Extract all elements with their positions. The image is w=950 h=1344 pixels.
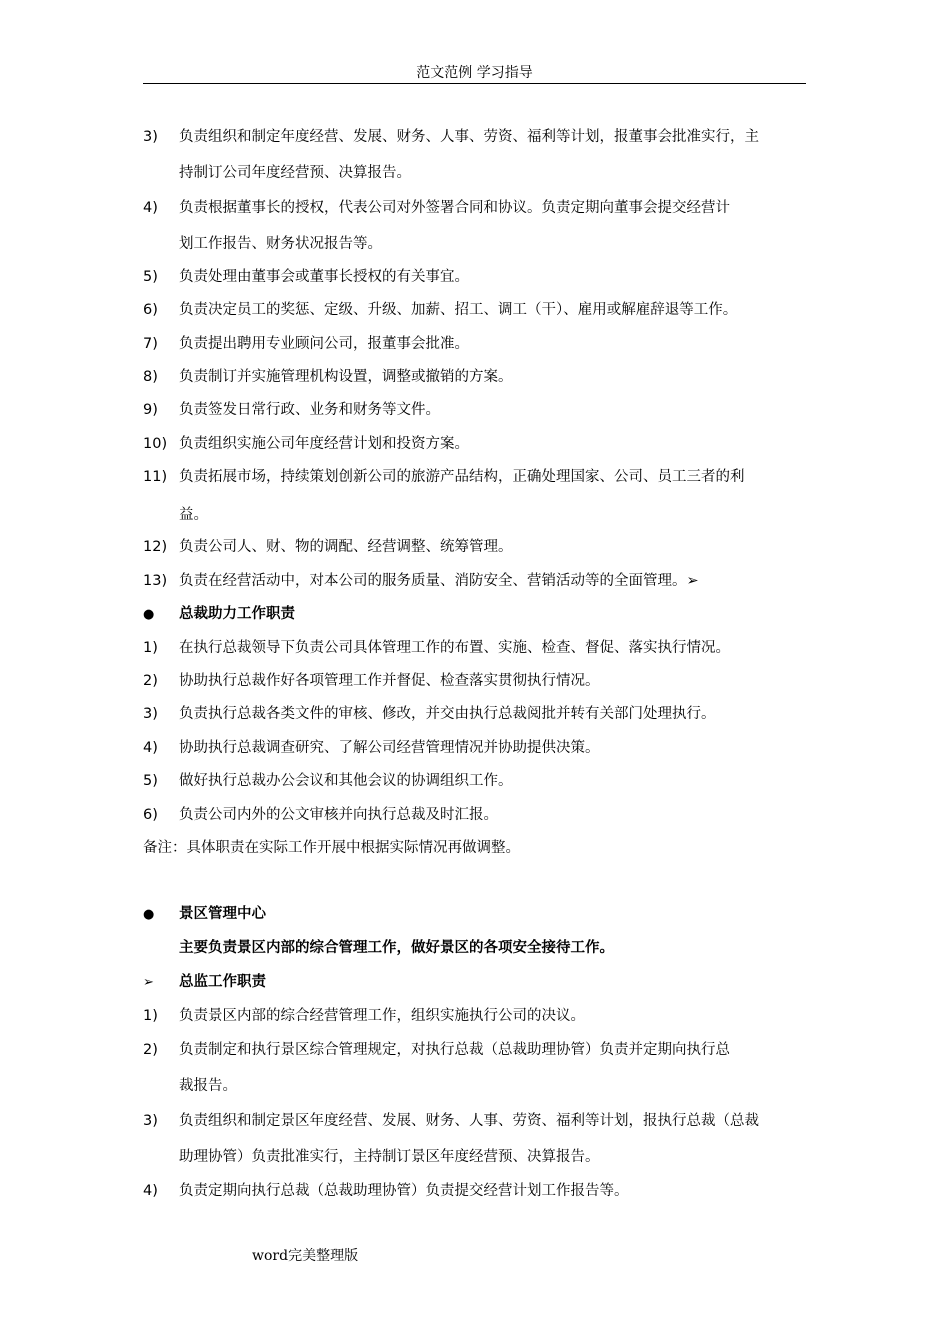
item-number: 3) — [143, 1113, 158, 1129]
list-item — [143, 1181, 808, 1201]
section-heading — [143, 904, 808, 925]
list-item — [143, 1111, 808, 1131]
bullet-icon: ● — [143, 907, 155, 922]
item-number: 5) — [143, 269, 158, 285]
list-item — [143, 704, 808, 724]
item-text: 负责根据董事长的授权，代表公司对外签署合同和协议。负责定期向董事会提交经营计 — [179, 200, 730, 216]
item-number: 9) — [143, 402, 158, 418]
note-text: 备注：具体职责在实际工作开展中根据实际情况再做调整。 — [143, 840, 520, 856]
item-continuation: 裁报告。 — [179, 1078, 237, 1094]
item-number: 8) — [143, 369, 158, 385]
list-item — [143, 671, 808, 691]
item-text: 负责签发日常行政、业务和财务等文件。 — [179, 402, 440, 418]
item-text: 负责制订并实施管理机构设置，调整或撤销的方案。 — [179, 369, 513, 385]
list-item — [143, 771, 808, 791]
item-text: 负责拓展市场，持续策划创新公司的旅游产品结构，正确处理国家、公司、员工三者的利 — [179, 469, 745, 485]
page-header: 范文范例 学习指导 — [416, 65, 533, 81]
list-item — [143, 367, 808, 387]
list-item — [143, 805, 808, 825]
list-item — [143, 127, 808, 147]
list-item — [143, 198, 808, 218]
item-number: 4) — [143, 200, 158, 216]
list-item — [143, 467, 808, 487]
item-text: 负责定期向执行总裁（总裁助理协管）负责提交经营计划工作报告等。 — [179, 1183, 629, 1199]
section-summary: 主要负责景区内部的综合管理工作，做好景区的各项安全接待工作。 — [179, 940, 614, 956]
item-number: 3) — [143, 706, 158, 722]
item-continuation: 划工作报告、财务状况报告等。 — [179, 236, 382, 252]
list-item — [143, 334, 808, 354]
item-text: 负责在经营活动中，对本公司的服务质量、消防安全、营销活动等的全面管理。➢ — [179, 573, 699, 589]
item-text: 协助执行总裁作好各项管理工作并督促、检查落实贯彻执行情况。 — [179, 673, 600, 689]
item-number: 11) — [143, 469, 168, 485]
item-text: 负责制定和执行景区综合管理规定，对执行总裁（总裁助理协管）负责并定期向执行总 — [179, 1042, 730, 1058]
item-number: 2) — [143, 1042, 158, 1058]
item-number: 4) — [143, 1183, 158, 1199]
item-text: 负责公司内外的公文审核并向执行总裁及时汇报。 — [179, 807, 498, 823]
item-number: 7) — [143, 336, 158, 352]
item-continuation: 持制订公司年度经营预、决算报告。 — [179, 165, 411, 181]
list-item — [143, 1040, 808, 1060]
item-text: 负责组织和制定年度经营、发展、财务、人事、劳资、福利等计划，报董事会批准实行，主 — [179, 129, 759, 145]
item-number: 10) — [143, 436, 168, 452]
item-number: 1) — [143, 640, 158, 656]
item-continuation: 助理协管）负责批准实行，主持制订景区年度经营预、决算报告。 — [179, 1149, 600, 1165]
sub-heading — [143, 972, 808, 993]
item-text: 负责公司人、财、物的调配、经营调整、统筹管理。 — [179, 539, 513, 555]
heading-text: 总裁助力工作职责 — [179, 606, 295, 622]
page-footer: word完美整理版 — [252, 1248, 359, 1264]
list-item — [143, 1006, 808, 1026]
list-item — [143, 400, 808, 420]
item-text: 负责处理由董事会或董事长授权的有关事宜。 — [179, 269, 469, 285]
section-heading — [143, 604, 808, 625]
item-text: 负责景区内部的综合经营管理工作，组织实施执行公司的决议。 — [179, 1008, 585, 1024]
bullet-icon: ● — [143, 607, 155, 622]
item-number: 2) — [143, 673, 158, 689]
item-text: 在执行总裁领导下负责公司具体管理工作的布置、实施、检查、督促、落实执行情况。 — [179, 640, 730, 656]
heading-text: 景区管理中心 — [179, 906, 266, 922]
item-number: 12) — [143, 539, 168, 555]
item-number: 4) — [143, 740, 158, 756]
arrow-icon: ➢ — [143, 975, 154, 990]
list-item — [143, 267, 808, 287]
sub-heading-text: 总监工作职责 — [179, 974, 266, 990]
header-divider — [143, 83, 806, 84]
list-item — [143, 638, 808, 658]
item-text: 负责组织和制定景区年度经营、发展、财务、人事、劳资、福利等计划，报执行总裁（总裁 — [179, 1113, 759, 1129]
item-text: 负责组织实施公司年度经营计划和投资方案。 — [179, 436, 469, 452]
item-text: 负责提出聘用专业顾问公司，报董事会批准。 — [179, 336, 469, 352]
item-number: 3) — [143, 129, 158, 145]
list-item — [143, 300, 808, 320]
list-item — [143, 738, 808, 758]
item-number: 6) — [143, 807, 158, 823]
list-item — [143, 434, 808, 454]
list-item — [143, 537, 808, 557]
item-text: 做好执行总裁办公会议和其他会议的协调组织工作。 — [179, 773, 513, 789]
item-number: 5) — [143, 773, 158, 789]
item-number: 6) — [143, 302, 158, 318]
item-continuation: 益。 — [179, 507, 208, 523]
item-text: 负责决定员工的奖惩、定级、升级、加薪、招工、调工（干）、雇用或解雇辞退等工作。 — [179, 302, 738, 318]
item-number: 1) — [143, 1008, 158, 1024]
list-item — [143, 571, 808, 591]
item-text: 负责执行总裁各类文件的审核、修改，并交由执行总裁阅批并转有关部门处理执行。 — [179, 706, 716, 722]
item-text: 协助执行总裁调查研究、了解公司经营管理情况并协助提供决策。 — [179, 740, 600, 756]
item-number: 13) — [143, 573, 168, 589]
